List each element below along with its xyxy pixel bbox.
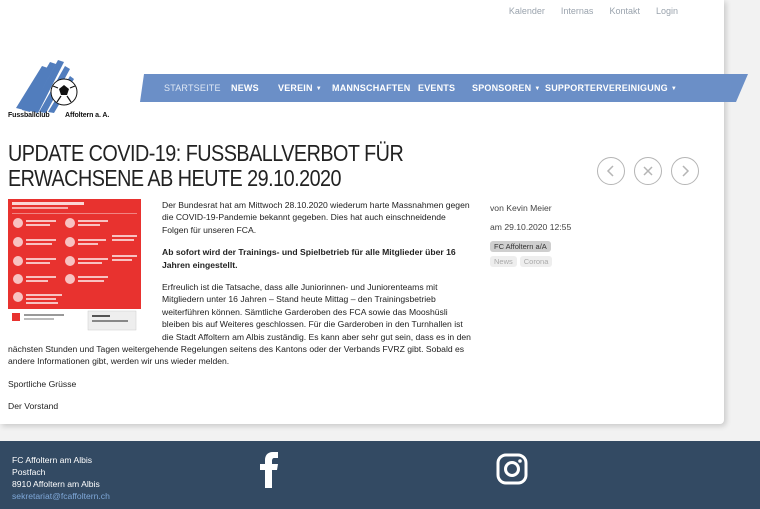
nav-supportervereinigung[interactable] bbox=[545, 83, 677, 93]
topnav-kalender[interactable]: Kalender bbox=[508, 6, 545, 16]
top-navigation bbox=[509, 6, 678, 16]
article-body bbox=[8, 199, 472, 423]
article-author: von Kevin Meier bbox=[490, 203, 552, 213]
footer-address bbox=[12, 454, 110, 502]
footer-city: 8910 Affoltern am Albis bbox=[12, 479, 100, 489]
article-signature: Der Vorstand bbox=[8, 401, 59, 412]
logo-caption bbox=[8, 112, 109, 119]
chevron-left-icon bbox=[605, 165, 617, 177]
logo-text-left: Fussballclub bbox=[8, 112, 50, 119]
next-button[interactable] bbox=[671, 157, 699, 185]
topnav-kontakt[interactable]: Kontakt bbox=[609, 6, 640, 16]
nav-supportervereinigung-label: SUPPORTERVEREINIGUNG bbox=[545, 83, 668, 93]
article-title: UPDATE COVID-19: FUSSBALLVERBOT FÜR ERWACHSENE AB HEUTE 29.10.2020 bbox=[8, 140, 404, 191]
nav-events[interactable]: EVENTS bbox=[418, 83, 456, 93]
image-spacer bbox=[8, 199, 162, 341]
chevron-right-icon bbox=[679, 165, 691, 177]
previous-button[interactable] bbox=[597, 157, 625, 185]
footer-club-name: FC Affoltern am Albis bbox=[12, 455, 93, 465]
facebook-icon[interactable] bbox=[258, 452, 282, 488]
chevron-down-icon: ▼ bbox=[670, 86, 677, 92]
tag-list bbox=[490, 256, 571, 267]
article-paragraph: Erfreulich ist die Tatsache, dass alle Juniorinnen- und Juniorenteams mit Mitgliedern unter 16 Jahren – Stand heute Mittag – den Trainingsbetrieb weiterführen können. Sämtliche Garderoben des FCA sowie das Mooshüsli bleiben bis auf Weiteres geschlossen. Für die Garderoben in den Turnhallen ist die Stadt Affoltern am Albis zuständig. Es kann aber sehr gut sein, dass es in den nächsten Stunden und Tagen weitergehende Regelungen seitens des Kantons oder der Verbands FVRZ gibt. Sobald es andere Informationen gibt, werden wir uns wieder melden. bbox=[8, 282, 471, 367]
nav-sponsoren-label: SPONSOREN bbox=[472, 83, 532, 93]
footer-email-link[interactable]: sekretariat@fcaffoltern.ch bbox=[12, 491, 110, 501]
article-paragraph: Der Bundesrat hat am Mittwoch 28.10.2020 wiederum harte Massnahmen gegen die COVID-19-Pandemie bekannt gegeben. Dies hat auch einschneidende Folgen für unseren FCA. bbox=[162, 200, 470, 235]
article-greeting: Sportliche Grüsse bbox=[8, 378, 77, 389]
instagram-icon[interactable] bbox=[496, 453, 528, 485]
nav-sponsoren[interactable] bbox=[472, 83, 540, 93]
close-icon bbox=[642, 165, 654, 177]
article-date: am 29.10.2020 12:55 bbox=[490, 222, 572, 232]
close-button[interactable] bbox=[634, 157, 662, 185]
footer-postbox: Postfach bbox=[12, 467, 46, 477]
nav-mannschaften[interactable]: MANNSCHAFTEN bbox=[332, 83, 411, 93]
article-meta bbox=[490, 203, 571, 267]
nav-news[interactable]: NEWS bbox=[231, 83, 259, 93]
logo-text-right: Affoltern a. A. bbox=[65, 112, 110, 119]
site-footer bbox=[0, 441, 760, 509]
main-navigation bbox=[140, 74, 748, 102]
chevron-down-icon: ▼ bbox=[315, 86, 322, 92]
chevron-down-icon: ▼ bbox=[534, 86, 541, 92]
nav-verein-label: VEREIN bbox=[278, 83, 313, 93]
tag-corona[interactable]: Corona bbox=[520, 256, 553, 267]
nav-startseite[interactable]: STARTSEITE bbox=[164, 83, 221, 93]
nav-verein[interactable] bbox=[278, 83, 322, 93]
category-badge[interactable]: FC Affoltern a/A bbox=[490, 241, 551, 252]
tag-news[interactable]: News bbox=[490, 256, 517, 267]
article-paragraph-bold: Ab sofort wird der Trainings- und Spielbetrieb für alle Mitglieder über 16 Jahren eingestellt. bbox=[162, 247, 456, 270]
topnav-internas[interactable]: Internas bbox=[560, 6, 594, 16]
topnav-login[interactable]: Login bbox=[655, 6, 678, 16]
